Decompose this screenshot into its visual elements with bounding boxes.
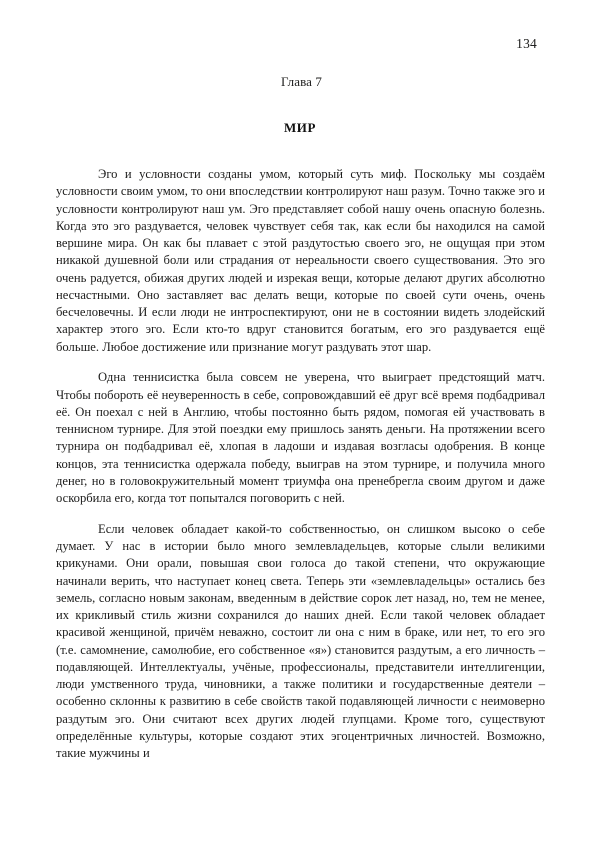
chapter-label: Глава 7 (281, 74, 322, 89)
page-number: 134 (516, 36, 537, 51)
paragraph: Если человек обладает какой-то собственностью, он слишком высоко о себе думает. У нас в истории было много землевладельцев, которые слыли великими крикунами. Они орали, повышая свои голоса до такой степени, что окружающие начинали верить, что наступает конец света. Теперь эти «землевладельцы» остались без земель, согласно новым законам, введенным в действие сорок лет назад, но, тем не менее, их крикливый стиль жизни сохранился до наших дней. Если такой человек обладает красивой женщиной, причём неважно, состоит ли она с ним в браке, или нет, то его эго (т.е. самомнение, самолюбие, его собственное «я») становится раздутым, а его личность – подавляющей. Интеллектуалы, учёные, профессионалы, представители интеллигенции, люди умственного труда, чиновники, а также политики и государственные деятели – особенно склонны к развитию в себе свойств такой подавляющей личности с неимоверно раздутым эго. Они считают всех других людей глупцами. Кроме того, существуют определённые культуры, которые создают этих эгоцентричных личностей. Возможно, такие мужчины и (56, 521, 545, 760)
paragraph: Одна теннисистка была совсем не уверена, что выиграет предстоящий матч. Чтобы побороть её неуверенность в себе, сопровождавший её друг всё время подбадривал её. Он поехал с ней в Англию, чтобы постоянно быть рядом, помогая ей участвовать в теннисном турнире. Для этой поездки ему пришлось занять деньги. На протяжении всего турнира он подбадривал её, хлопая в ладоши и издавая возгласы одобрения. В конце концов, эта теннисистка одержала победу, выиграв на этом турнире, и получила много денег, но в головокружительный момент триумфа она пренебрегла своим другом и даже оскорбила его, когда тот попытался поговорить с ней. (56, 370, 545, 505)
body-text-block (56, 166, 545, 762)
paragraph: Эго и условности созданы умом, который суть миф. Поскольку мы создаём условности своим умом, то они впоследствии контролируют наш разум. Точно также эго и условности контролируют наш ум. Эго представляет собой нашу очень опасную болезнь. Когда это эго раздувается, человек чувствует себя так, как если бы находился на самой вершине мира. Он как бы плавает с этой раздутостью своего эго, не ощущая при этом никакой душевной боли или страдания от нереальности своего существования. Это эго очень радуется, обижая других людей и изрекая вещи, которые делают других абсолютно несчастными. Оно заставляет вас делать вещи, которые по своей сути очень, очень бесчеловечны. И если люди не интроспектируют, они не в состоянии видеть злодейский характер этого эго. Если кто-то вдруг становится богатым, его эго раздувается ещё больше. Любое достижение или признание могут раздувать этот шар. (56, 167, 545, 354)
chapter-title: МИР (283, 120, 317, 135)
